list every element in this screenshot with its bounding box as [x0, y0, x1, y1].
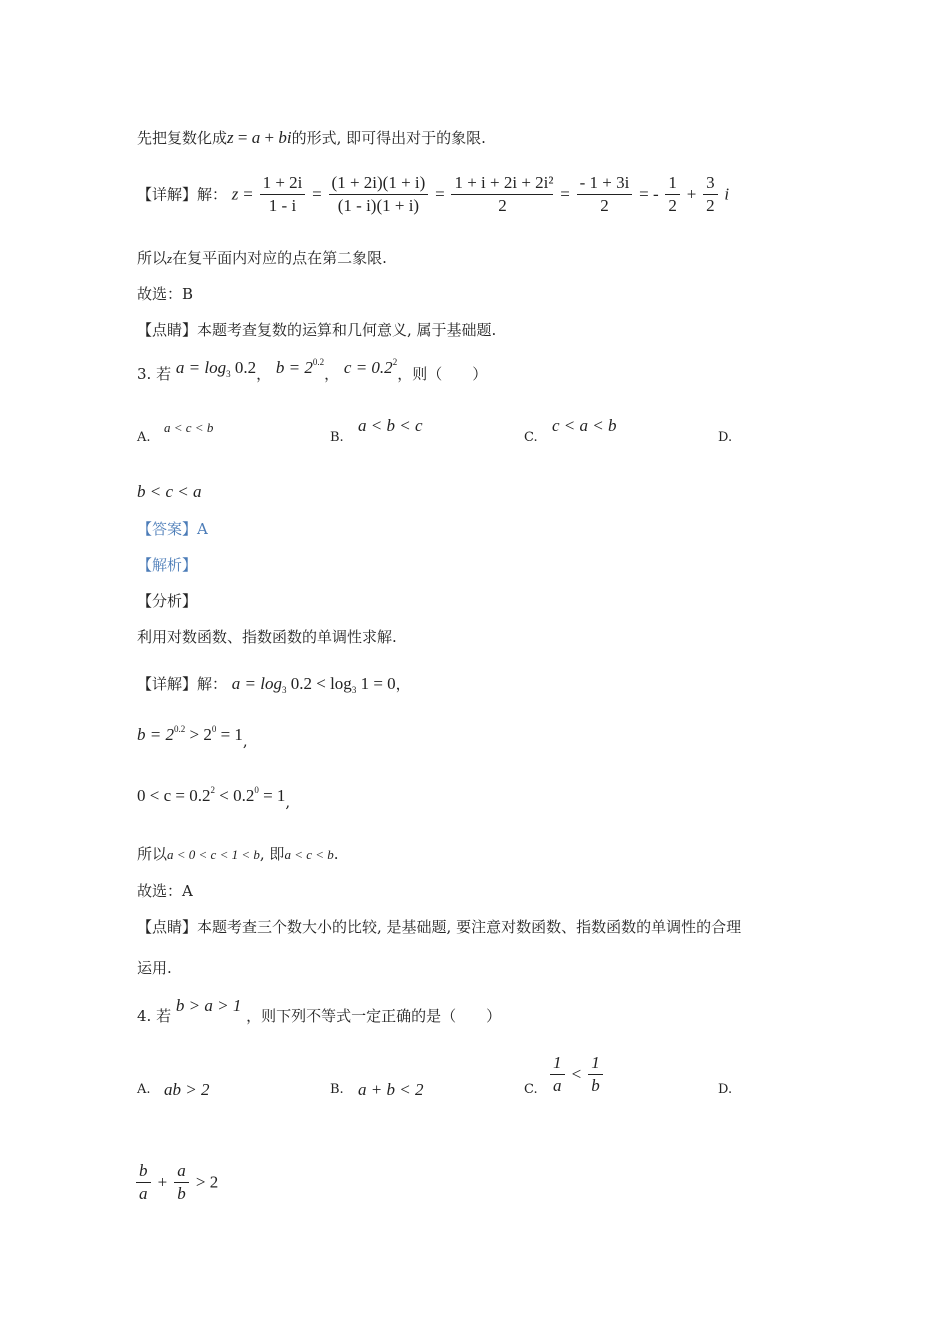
eq: = [243, 184, 253, 204]
plus: + [157, 1172, 168, 1192]
q4-option-c-math[interactable] [548, 1052, 605, 1097]
log-base: 3 [226, 369, 231, 379]
denominator: a [139, 1184, 148, 1203]
quadrant-line [137, 248, 387, 269]
question-4 [137, 996, 502, 1026]
var-z: z [227, 128, 234, 147]
exp: 0 [211, 724, 217, 734]
denominator: 1 - i [268, 196, 297, 215]
q4-option-c-label[interactable]: C. [524, 1082, 538, 1097]
denominator: a [553, 1076, 562, 1095]
note-line-2b: 运用. [137, 959, 172, 977]
q3-option-c-math[interactable]: c < a < b [552, 416, 617, 435]
var-b: b [278, 128, 287, 147]
analysis-heading: 【解析】 [137, 556, 198, 574]
denominator: 2 [668, 196, 677, 215]
lt: < [571, 1064, 582, 1084]
eq: = [435, 184, 445, 204]
eq: = [312, 184, 322, 204]
a-val: 0.2 [230, 358, 257, 377]
var-a: a [251, 128, 261, 147]
part: a = log [231, 674, 282, 693]
exp: 0 [254, 785, 259, 795]
b-expr: b = 2 [275, 358, 313, 377]
detail-equation [137, 172, 729, 217]
q3-option-c-label[interactable]: C. [524, 430, 538, 445]
fraction-1 [260, 172, 306, 217]
numerator: 1 + 2i [260, 172, 306, 195]
q4-option-d-label[interactable]: D. [718, 1082, 733, 1097]
detail-label: 【详解】解： [137, 675, 228, 693]
detail2-line2 [137, 724, 248, 750]
math: a < c < b [284, 847, 334, 862]
answer-line: 【答案】A [137, 520, 208, 538]
expr-b [276, 358, 324, 377]
part: b = 2 [137, 725, 174, 744]
detail-label: 【详解】解： [137, 185, 228, 204]
c-expr: c = 0.2 [343, 358, 393, 377]
plus: + [686, 184, 697, 204]
q3-option-b-label[interactable]: B. [330, 430, 344, 445]
q3-option-a-label[interactable]: A. [137, 430, 151, 445]
plus: + [260, 128, 279, 147]
q4-option-a-math[interactable]: ab > 2 [164, 1080, 210, 1099]
fraction [550, 1052, 565, 1097]
base: 3 [282, 685, 287, 695]
q4-option-b-label[interactable]: B. [330, 1082, 344, 1097]
fraction [174, 1160, 189, 1205]
expr [137, 786, 285, 805]
intro-line [137, 128, 486, 148]
part: = 1 [258, 786, 286, 805]
fenxi-text: 利用对数函数、指数函数的单调性求解. [137, 628, 397, 646]
q3-option-a-math[interactable]: a < c < b [164, 420, 214, 435]
var-z: z [231, 184, 239, 204]
math: a < 0 < c < 1 < b [167, 847, 260, 862]
q3-option-d-label[interactable]: D. [718, 430, 733, 445]
detail2-line3 [137, 785, 291, 811]
var-i: i [286, 128, 292, 147]
summary-line [137, 844, 339, 865]
expr-c [344, 358, 397, 377]
numerator: a [174, 1160, 189, 1183]
var-z: z [167, 251, 173, 266]
text: 在复平面内对应的点在第二象限. [172, 249, 387, 267]
tail: ，则下列不等式一定正确的是（ ） [246, 1007, 502, 1025]
exp: 0.2 [173, 724, 186, 734]
q4-option-b-math[interactable]: a + b < 2 [358, 1080, 424, 1099]
q4-option-d-math[interactable] [134, 1160, 218, 1205]
exponent: 2 [392, 357, 398, 367]
comma: ， [324, 365, 340, 383]
question-3 [137, 357, 488, 386]
exp: 2 [210, 785, 215, 795]
choice-line-2: 故选：A [137, 882, 193, 900]
comma: , [285, 793, 291, 811]
numerator: (1 + 2i)(1 + i) [329, 172, 429, 195]
comma: ， [256, 365, 272, 383]
detail2-line1 [137, 674, 411, 696]
condition: b > a > 1 [175, 996, 242, 1015]
expr [137, 725, 243, 744]
q4-option-a-label[interactable]: A. [137, 1082, 151, 1097]
part: = 1 [216, 725, 243, 744]
numerator: 1 + i + 2i + 2i² [451, 172, 553, 195]
question-number: 4. 若 [137, 1007, 172, 1025]
fraction-6 [703, 172, 718, 217]
base: 3 [351, 685, 357, 695]
text: 先把复数化成 [137, 129, 228, 147]
fraction [136, 1160, 151, 1205]
part: > 2 [185, 725, 212, 744]
q3-option-d-math[interactable]: b < c < a [137, 482, 202, 501]
comma: , [242, 732, 248, 750]
denominator: b [177, 1184, 186, 1203]
fraction [588, 1052, 603, 1097]
exponent: 0.2 [312, 357, 325, 367]
text: 的形式, 即可得出对于的象限. [291, 129, 486, 147]
denominator: 2 [706, 196, 715, 215]
fraction-3 [451, 172, 553, 217]
question-number: 3. 若 [137, 365, 172, 383]
numerator: 1 [588, 1052, 603, 1075]
denominator: 2 [498, 196, 507, 215]
a-expr: a = log [175, 358, 227, 377]
denominator: (1 - i)(1 + i) [337, 196, 420, 215]
q3-option-b-math[interactable]: a < b < c [358, 416, 423, 435]
denominator: 2 [600, 196, 609, 215]
text: , 即 [259, 845, 285, 863]
denominator: b [591, 1076, 600, 1095]
expr [232, 674, 396, 693]
choice-line: 故选：B [137, 285, 194, 303]
fraction-5 [665, 172, 680, 217]
fraction-4 [577, 172, 633, 217]
eq-minus: = - [639, 184, 659, 204]
text: 所以 [137, 845, 168, 863]
fenxi-heading: 【分析】 [137, 592, 198, 610]
comma: ， [395, 675, 411, 693]
numerator: 3 [703, 172, 718, 195]
part: 1 = 0 [356, 674, 396, 693]
part: 0 < c = 0.2 [137, 786, 211, 805]
numerator: 1 [665, 172, 680, 195]
fraction-2 [329, 172, 429, 217]
var-i: i [724, 184, 730, 204]
part: < 0.2 [214, 786, 255, 805]
gt: > 2 [195, 1172, 219, 1192]
text: . [333, 845, 339, 863]
part: 0.2 < log [286, 674, 352, 693]
numerator: 1 [550, 1052, 565, 1075]
eq: = [233, 128, 252, 147]
text: 所以 [137, 249, 168, 267]
tail: ，则（ ） [397, 365, 488, 383]
eq: = [560, 184, 570, 204]
note-line-2: 【点睛】本题考查三个数大小的比较, 是基础题, 要注意对数函数、指数函数的单调性的合理 [137, 918, 742, 936]
note-line: 【点睛】本题考查复数的运算和几何意义, 属于基础题. [137, 321, 497, 339]
expr-a [176, 358, 256, 377]
numerator: b [136, 1160, 151, 1183]
numerator: - 1 + 3i [577, 172, 633, 195]
